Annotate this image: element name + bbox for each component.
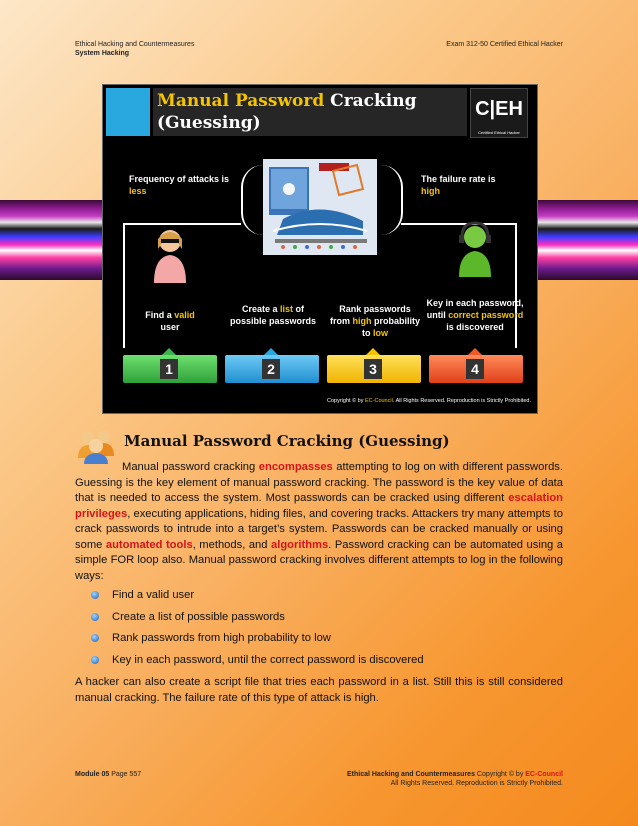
header-module: System Hacking: [75, 50, 130, 57]
users-icon: [76, 428, 118, 464]
step-1-pointer: [162, 348, 176, 355]
step-2-block: 2: [225, 355, 319, 383]
list-item: Find a valid user: [91, 589, 194, 601]
list-item: Rank passwords from high probability to low: [91, 632, 331, 644]
closing-paragraph: A hacker can also create a script file that tries each password in a list. Still this is still considered manual cracking. The failure rate of this type of attack is high.: [75, 676, 563, 704]
step-4-pointer: [468, 348, 482, 355]
headset-support-icon: [455, 221, 495, 277]
section-heading: Manual Password Cracking (Guessing): [124, 432, 450, 450]
list-item: Create a list of possible passwords: [91, 611, 285, 623]
slide-image: [102, 84, 538, 414]
bullet-icon: [91, 613, 99, 621]
step-3-pointer: [366, 348, 380, 355]
frequency-text: Frequency of attacks is less: [129, 174, 230, 196]
footer-copyright: Ethical Hacking and Countermeasures Copyright © by EC-Council All Rights Reserved. Reproduction is Strictly Prohibited.: [346, 771, 563, 787]
header-left: [75, 40, 194, 58]
step-4-text: Key in each password, until correct password is discovered: [426, 298, 524, 332]
slide-copyright: Copyright © by EC-Council. All Rights Reserved. Reproduction is Strictly Prohibited.: [327, 398, 531, 404]
network-illustration: [263, 159, 377, 255]
step-2-text: Create a list of possible passwords: [229, 304, 317, 326]
intro-paragraph: Manual password cracking encompasses attempting to log on with different passwords. Guessing is the key element of manual password cracking. The password is the key value of data that is needed to access the system. Most passwords can be cracked using different escalation privileges, executing applications, hiding files, and covering tracks. Attackers try many attempts to crack passwords to intrude into a target’s system. Passwords can be cracked manually or using some automated tools, methods, and algorithms. Password cracking can be automated using a simple FOR loop also. Manual password cracking involves different attempts to log in the following ways:: [75, 461, 563, 582]
slide-title: Manual Password Cracking (Guessing): [157, 91, 417, 133]
ceh-logo: C|EH Certified Ethical Hacker: [470, 88, 528, 138]
step-3-block: 3: [327, 355, 421, 383]
step-1-block: 1: [123, 355, 217, 383]
decorative-stripe-left: [0, 200, 102, 280]
decorative-stripe-right: [536, 200, 638, 280]
slide-accent-block: [106, 88, 150, 136]
step-3-text: Rank passwords from high probability to low: [329, 304, 420, 338]
bullet-icon: [91, 634, 99, 642]
step-2-pointer: [264, 348, 278, 355]
step-1-text: Find a valid user: [145, 310, 195, 332]
failure-rate-text: The failure rate is high: [421, 174, 496, 196]
header-exam: Exam 312-50 Certified Ethical Hacker: [446, 41, 563, 48]
footer-page: Module 05 Page 557: [75, 771, 142, 778]
bullet-icon: [91, 656, 99, 664]
user-avatar-icon: [150, 225, 190, 283]
list-item: Key in each password, until the correct password is discovered: [91, 654, 424, 666]
header-course: Ethical Hacking and Countermeasures: [75, 41, 195, 48]
step-4-block: 4: [429, 355, 523, 383]
bullet-icon: [91, 591, 99, 599]
bracket-right: [381, 165, 403, 235]
bracket-left: [241, 165, 263, 235]
